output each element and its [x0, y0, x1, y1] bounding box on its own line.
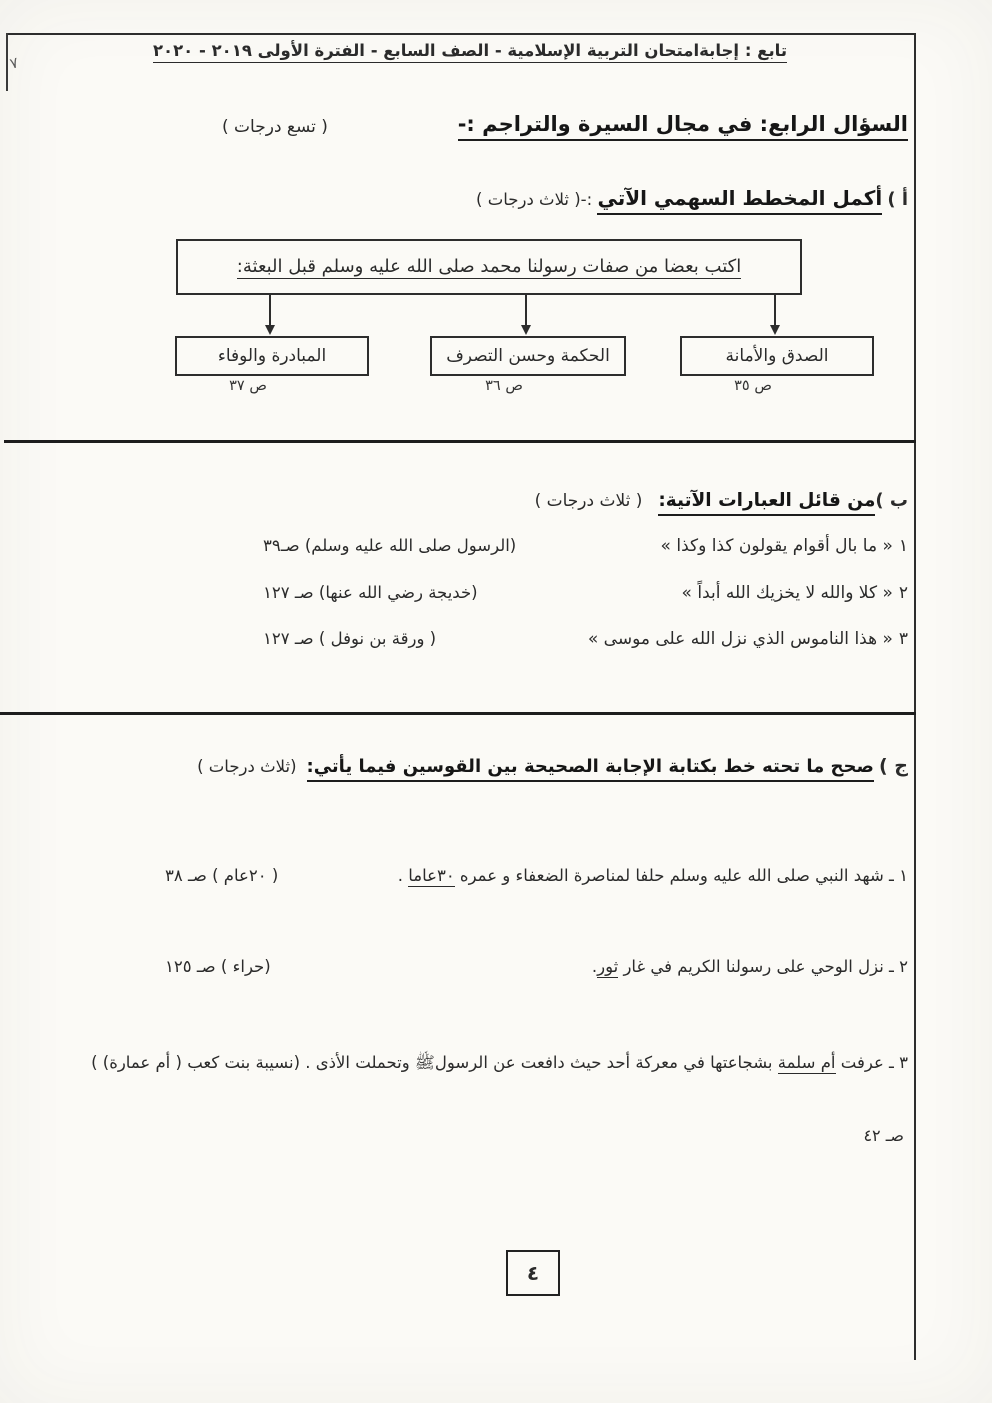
item-number: ٣: [898, 629, 908, 649]
quote: « ما بال أقوام يقولون كذا وكذا »: [660, 536, 893, 556]
item-number: ١: [898, 536, 908, 556]
down-arrow-icon: [269, 293, 271, 325]
page-number: ٤: [526, 1261, 540, 1285]
underlined-term: ثور: [597, 957, 619, 976]
diagram-answer-box: [430, 336, 626, 376]
page-border-left: [6, 33, 8, 91]
quote-item: [263, 536, 908, 556]
underlined-term: ٣٠عاما: [408, 866, 455, 885]
correction-answer: (حراء ) صـ ١٢٥: [165, 957, 271, 976]
quote: « هذا الناموس الذي نزل الله على موسى »: [587, 629, 893, 649]
pen-mark: ٧: [7, 53, 21, 73]
question-total-marks: ( تسع درجات ): [222, 117, 328, 137]
diagram-answer-box: [175, 336, 369, 376]
statement-end: .: [591, 957, 598, 976]
item-number: ٢: [898, 583, 908, 603]
page-reference: صـ ٤٢: [863, 1126, 904, 1145]
quote: « كلا والله لا يخزيك الله أبداً »: [681, 583, 893, 603]
part-a-label: أ ): [887, 189, 908, 210]
exam-header: [70, 41, 870, 60]
statement-end: بشجاعتها في معركة أحد حيث دافعت عن الرسولﷺ وتحملت الأذى . (نسيبة بنت كعب ( أم عمارة) ): [91, 1053, 778, 1072]
page-reference: ص ٣٧: [229, 378, 267, 394]
section-divider: [4, 440, 916, 443]
page-border-right: [914, 33, 916, 1360]
part-c-heading: [197, 755, 908, 777]
statement: نزل الوحي على رسولنا الكريم في غار: [618, 957, 884, 976]
diagram-answer-text: المبادرة والوفاء: [217, 346, 327, 366]
part-c-title: صحح ما تحته خط بكتابة الإجابة الصحيحة بين القوسين فيما يأتي:: [307, 756, 874, 782]
correction-item: [165, 866, 908, 885]
quote-text: [588, 629, 908, 649]
statement-end: .: [397, 866, 409, 885]
item-number: ٢ ـ: [883, 957, 908, 976]
quote-item: [263, 583, 908, 603]
quote-answer: (الرسول صلى الله عليه وسلم) صـ٣٩: [263, 536, 517, 555]
diagram-prompt-text: اكتب بعضا من صفات رسولنا محمد صلى الله عليه وسلم قبل البعثة:: [236, 255, 742, 277]
correction-text: [398, 866, 908, 885]
part-c-label: ج ): [879, 755, 908, 777]
down-arrow-icon: [774, 293, 776, 325]
statement: عرفت: [835, 1053, 884, 1072]
question-title-row: [222, 112, 908, 141]
page-border-top: [6, 33, 916, 35]
quote-text: [682, 583, 908, 603]
part-c-marks: (ثلاث درجات ): [197, 757, 297, 776]
correction-item: [18, 1053, 908, 1077]
statement: شهد النبي صلى الله عليه وسلم حلفا لمناصرة الضعفاء و عمره: [454, 866, 884, 885]
quote-item: [263, 629, 908, 649]
correction-item: [165, 957, 908, 976]
page-reference: ص ٣٥: [734, 378, 772, 394]
diagram-prompt-box: [176, 239, 802, 295]
part-b-marks: ( ثلاث درجات ): [534, 491, 643, 511]
underlined-term: أم سلمة: [777, 1053, 836, 1072]
page-reference: ص ٣٦: [485, 378, 523, 394]
quote-text: [661, 536, 908, 556]
item-number: ١ ـ: [883, 866, 908, 885]
part-b-heading: [535, 490, 908, 511]
exam-header-text: تابع : إجابةامتحان التربية الإسلامية - الصف السابع - الفترة الأولى ٢٠١٩ - ٢٠٢٠: [153, 41, 787, 63]
quote-answer: ( ورقة بن نوفل ) صـ ١٢٧: [263, 629, 437, 648]
quote-answer: (خديجة رضي الله عنها) صـ ١٢٧: [263, 583, 478, 602]
question-title: السؤال الرابع: في مجال السيرة والتراجم :-: [458, 112, 908, 141]
section-divider: [0, 712, 916, 715]
part-b-label: ب ): [875, 490, 908, 511]
item-number: ٣ ـ: [883, 1053, 908, 1072]
part-a-title: أكمل المخطط السهمي الآتي: [597, 186, 882, 215]
part-a-marks: :-( ثلاث درجات ): [476, 190, 598, 209]
diagram-answer-text: الصدق والأمانة: [725, 346, 829, 366]
correction-answer: ( ٢٠عام ) صـ ٣٨: [165, 866, 279, 885]
diagram-answer-box: [680, 336, 874, 376]
part-a-heading: [476, 186, 908, 210]
down-arrow-icon: [525, 293, 527, 325]
part-b-title: من قائل العبارات الآتية:: [658, 490, 875, 516]
diagram-answer-text: الحكمة وحسن التصرف: [446, 346, 610, 366]
page-number-box: [506, 1250, 560, 1296]
correction-text: [592, 957, 908, 976]
